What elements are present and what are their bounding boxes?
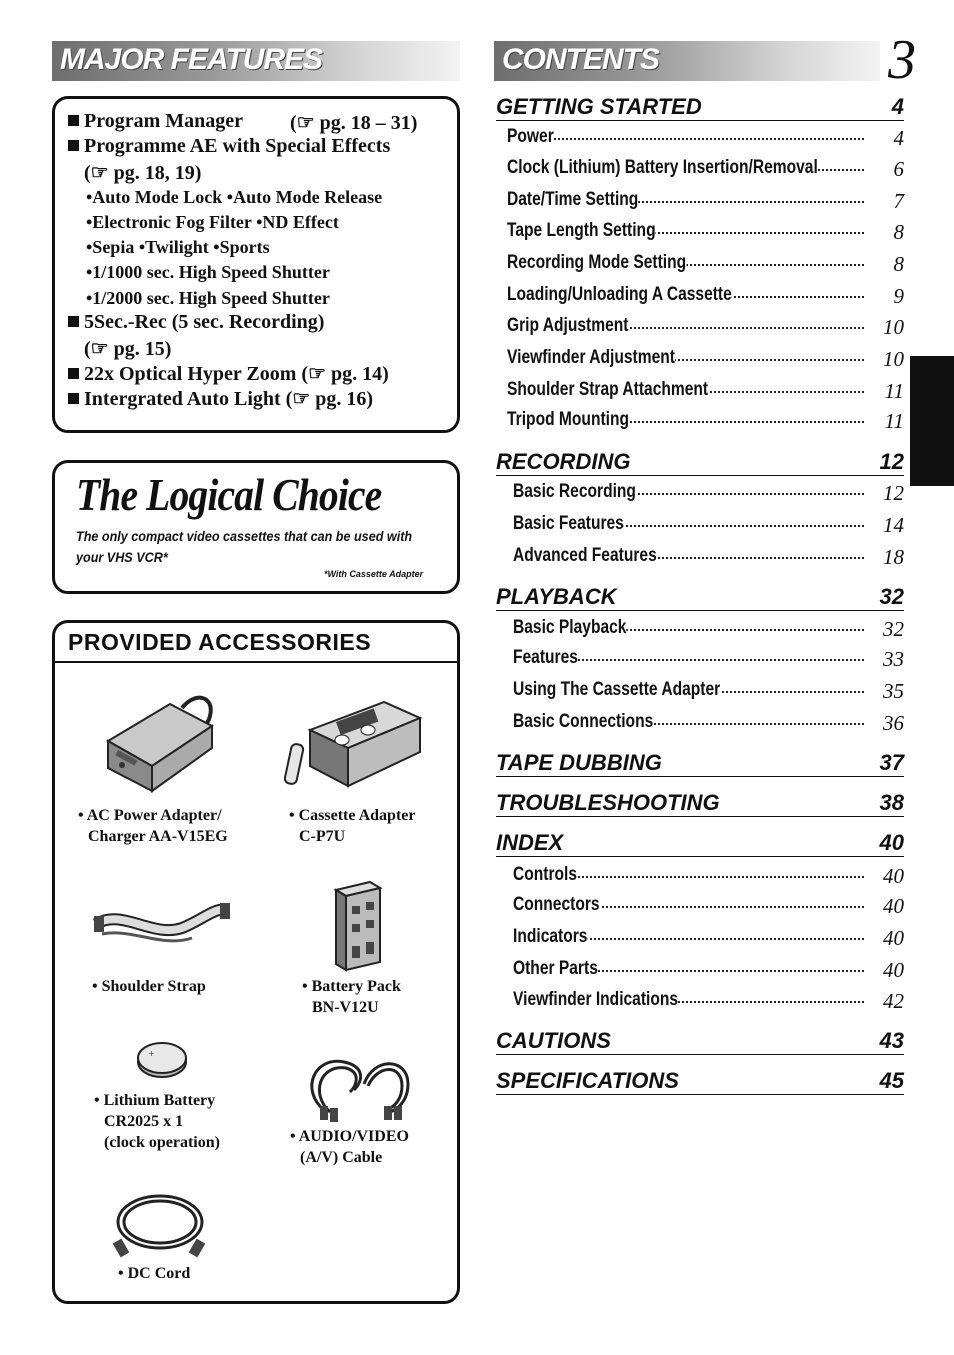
accessories-title: PROVIDED ACCESSORIES xyxy=(68,629,372,655)
accessory-label: • AUDIO/VIDEO xyxy=(290,1128,409,1145)
toc-entry-label: Basic Features xyxy=(513,513,624,534)
feature-sub-1: •Auto Mode Lock •Auto Mode Release xyxy=(86,187,383,207)
toc-section-label: GETTING STARTED xyxy=(496,94,702,119)
toc-section-getting-started[interactable] xyxy=(496,90,904,121)
toc-entry-page: 40 xyxy=(879,894,904,919)
toc-entry[interactable] xyxy=(513,958,904,984)
feature-auto-light xyxy=(68,386,373,411)
toc-entry-page: 4 xyxy=(890,126,905,151)
toc-entry-label: Viewfinder Indications xyxy=(513,989,679,1010)
feature-sub-2: •Electronic Fog Filter •ND Effect xyxy=(86,212,339,232)
toc-entry-page: 12 xyxy=(879,481,904,506)
logical-choice-title: The Logical Choice xyxy=(76,469,382,520)
toc-section-recording[interactable] xyxy=(496,445,904,476)
accessory-lithium-battery xyxy=(94,1090,220,1153)
toc-entry-page: 7 xyxy=(890,189,905,214)
contents-banner xyxy=(494,41,880,81)
toc-entry-label: Power xyxy=(507,126,554,147)
toc-entry[interactable] xyxy=(507,409,904,435)
feature-programme-ae-ref xyxy=(84,160,201,185)
toc-entry-page: 36 xyxy=(879,711,904,736)
toc-entry-label: Using The Cassette Adapter xyxy=(513,679,721,700)
toc-entry-label: Date/Time Setting xyxy=(507,189,639,210)
accessory-label: • AC Power Adapter/ xyxy=(78,807,222,824)
toc-entry-page: 6 xyxy=(890,157,905,182)
accessory-note: (clock operation) xyxy=(104,1134,220,1151)
feature-zoom xyxy=(68,361,389,386)
ac-adapter-image xyxy=(100,686,220,796)
toc-entry-page: 8 xyxy=(890,252,905,277)
accessory-av-cable xyxy=(290,1126,409,1168)
toc-entry-label: Controls xyxy=(513,864,578,885)
toc-entry-label: Loading/Unloading A Cassette xyxy=(507,284,732,305)
svg-text:+: + xyxy=(148,1049,155,1058)
toc-entry-page: 11 xyxy=(881,379,904,404)
toc-entry-page: 18 xyxy=(879,545,904,570)
toc-section-label: TROUBLESHOOTING xyxy=(496,790,720,815)
toc-entry-label: Connectors xyxy=(513,894,600,915)
toc-section-index[interactable] xyxy=(496,826,904,857)
toc-section-page: 4 xyxy=(891,94,904,119)
toc-entry-label: Viewfinder Adjustment xyxy=(507,347,675,368)
toc-section-page: 32 xyxy=(879,584,904,609)
cassette-adapter-image xyxy=(284,700,424,790)
shoulder-strap-image xyxy=(92,898,232,958)
toc-entry-label: Advanced Features xyxy=(513,545,657,566)
accessory-model: C-P7U xyxy=(299,828,346,845)
accessory-shoulder-strap xyxy=(92,976,206,997)
feature-ref: (☞ pg. 18, 19) xyxy=(84,162,202,184)
logical-choice-subtitle: The only compact video cassettes that can be used with your VHS VCR* xyxy=(76,528,413,565)
toc-section-label: SPECIFICATIONS xyxy=(496,1068,679,1093)
toc-entry-page: 40 xyxy=(879,926,904,951)
toc-section-label: INDEX xyxy=(496,830,564,855)
logical-choice-note: *With Cassette Adapter xyxy=(324,569,424,579)
toc-entry[interactable] xyxy=(507,379,904,405)
toc-entry-page: 40 xyxy=(879,958,904,983)
accessory-label: • Battery Pack xyxy=(302,978,401,995)
toc-entry-page: 10 xyxy=(879,347,904,372)
toc-entry-page: 10 xyxy=(879,315,904,340)
feature-5sec-rec xyxy=(68,311,324,334)
feature-program-manager xyxy=(68,110,243,133)
toc-entry-label: Clock (Lithium) Battery Insertion/Removal xyxy=(507,157,818,178)
toc-entry[interactable] xyxy=(507,252,904,278)
toc-entry[interactable] xyxy=(513,711,904,737)
feature-sub-5: •1/2000 sec. High Speed Shutter xyxy=(86,288,330,308)
toc-entry-page: 14 xyxy=(879,513,904,538)
toc-entry-label: Features xyxy=(513,647,578,668)
toc-entry-label: Recording Mode Setting xyxy=(507,252,687,273)
section-thumb-tab xyxy=(910,356,954,486)
toc-entry[interactable] xyxy=(507,220,904,246)
toc-entry[interactable] xyxy=(513,989,904,1015)
accessory-cassette-adapter xyxy=(289,805,415,847)
toc-section-troubleshooting[interactable] xyxy=(496,786,904,817)
toc-entry[interactable] xyxy=(513,647,904,673)
page-number: 3 xyxy=(888,29,916,91)
toc-entry-page: 33 xyxy=(879,647,904,672)
toc-section-page: 37 xyxy=(879,750,904,775)
major-features-title: MAJOR FEATURES xyxy=(60,43,323,76)
accessories-divider xyxy=(54,661,458,663)
toc-entry-label: Indicators xyxy=(513,926,588,947)
toc-entry[interactable] xyxy=(513,617,904,643)
bullet-square-icon xyxy=(68,368,79,379)
toc-entry-label: Grip Adjustment xyxy=(507,315,629,336)
toc-entry[interactable] xyxy=(513,545,904,571)
feature-sub-4: •1/1000 sec. High Speed Shutter xyxy=(86,262,330,282)
toc-entry[interactable] xyxy=(513,513,904,539)
feature-programme-ae xyxy=(68,135,390,158)
toc-entry-page: 9 xyxy=(890,284,905,309)
accessory-model: BN-V12U xyxy=(312,999,379,1016)
feature-text: Intergrated Auto Light (☞ pg. 16) xyxy=(84,388,374,410)
bullet-square-icon xyxy=(68,115,79,126)
toc-entry-label: Shoulder Strap Attachment xyxy=(507,379,709,400)
feature-text: 5Sec.-Rec (5 sec. Recording) xyxy=(84,311,325,333)
toc-entry[interactable] xyxy=(507,284,904,310)
feature-sub-3: •Sepia •Twilight •Sports xyxy=(86,237,270,257)
dc-cord-image xyxy=(108,1188,208,1260)
toc-entry-label: Tripod Mounting xyxy=(507,409,630,430)
toc-entry-page: 8 xyxy=(890,220,905,245)
bullet-square-icon xyxy=(68,393,79,404)
toc-section-playback[interactable] xyxy=(496,580,904,611)
toc-entry[interactable] xyxy=(513,864,904,890)
toc-entry[interactable] xyxy=(507,157,904,183)
toc-entry[interactable] xyxy=(513,894,904,920)
toc-entry-label: Tape Length Setting xyxy=(507,220,656,241)
toc-entry[interactable] xyxy=(507,315,904,341)
toc-entry[interactable] xyxy=(513,679,904,705)
av-cable-image xyxy=(304,1050,414,1122)
battery-pack-image xyxy=(330,880,386,972)
toc-section-page: 43 xyxy=(879,1028,904,1053)
accessory-label: • Cassette Adapter xyxy=(289,807,416,824)
feature-ref: (☞ pg. 15) xyxy=(84,338,172,360)
toc-entry-page: 35 xyxy=(879,679,904,704)
toc-section-tape-dubbing[interactable] xyxy=(496,746,904,777)
accessory-model: (A/V) Cable xyxy=(300,1149,383,1166)
accessory-ac-adapter xyxy=(78,805,228,847)
toc-entry[interactable] xyxy=(513,481,904,507)
leader-dots xyxy=(507,138,864,140)
toc-entry-label: Basic Recording xyxy=(513,481,636,502)
feature-ref: (☞ pg. 18 – 31) xyxy=(290,112,418,134)
contents-title: CONTENTS xyxy=(502,43,659,76)
toc-entry-label: Basic Playback xyxy=(513,617,627,638)
feature-text: 22x Optical Hyper Zoom (☞ pg. 14) xyxy=(84,363,389,385)
accessory-label: • DC Cord xyxy=(118,1265,191,1282)
toc-entry-label: Other Parts xyxy=(513,958,598,979)
toc-entry[interactable] xyxy=(507,126,904,152)
major-features-banner xyxy=(52,41,460,81)
toc-entry[interactable] xyxy=(507,189,904,215)
toc-section-page: 38 xyxy=(879,790,904,815)
toc-entry-page: 42 xyxy=(879,989,904,1014)
toc-section-specifications[interactable] xyxy=(496,1064,904,1095)
accessory-dc-cord xyxy=(118,1263,190,1284)
toc-section-page: 45 xyxy=(879,1068,904,1093)
accessory-label: • Lithium Battery xyxy=(94,1092,216,1109)
lithium-battery-image xyxy=(134,1040,190,1080)
toc-section-label: PLAYBACK xyxy=(496,584,617,609)
toc-entry-page: 40 xyxy=(879,864,904,889)
toc-section-cautions[interactable] xyxy=(496,1024,904,1055)
feature-text: Programme AE with Special Effects xyxy=(84,135,391,157)
toc-entry[interactable] xyxy=(507,347,904,373)
toc-entry[interactable] xyxy=(513,926,904,952)
toc-section-label: CAUTIONS xyxy=(496,1028,611,1053)
toc-section-label: TAPE DUBBING xyxy=(496,750,662,775)
bullet-square-icon xyxy=(68,316,79,327)
toc-entry-page: 32 xyxy=(879,617,904,642)
feature-program-manager-ref xyxy=(290,110,417,135)
toc-entry-page: 11 xyxy=(881,409,904,434)
toc-section-page: 12 xyxy=(879,449,904,474)
toc-entry-label: Basic Connections xyxy=(513,711,654,732)
feature-5sec-rec-ref xyxy=(84,336,171,361)
toc-section-page: 40 xyxy=(879,830,904,855)
accessory-model: Charger AA-V15EG xyxy=(88,828,228,845)
toc-section-label: RECORDING xyxy=(496,449,631,474)
accessory-model: CR2025 x 1 xyxy=(104,1113,184,1130)
accessory-label: • Shoulder Strap xyxy=(92,978,206,995)
bullet-square-icon xyxy=(68,140,79,151)
accessory-battery-pack xyxy=(302,976,401,1018)
feature-text: Program Manager xyxy=(84,110,244,132)
